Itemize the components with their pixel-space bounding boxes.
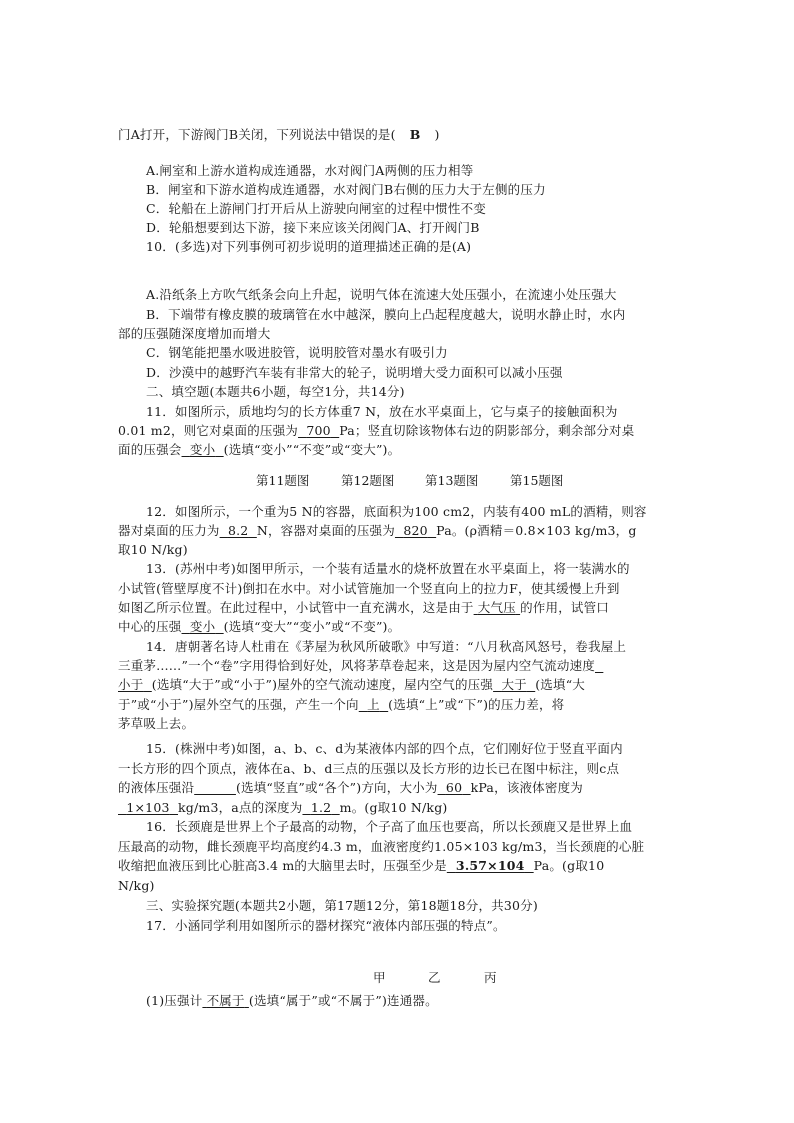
q12-line1: 12．如图所示，一个重为5 N的容器，底面积为100 cm2，内装有400 mL的酒精，则容 [146, 504, 647, 519]
q10-option-c: C．钢笔能把墨水吸进胶管，说明胶管对墨水有吸引力 [146, 345, 448, 360]
q14-line2: 三重茅……”一个“卷”字用得恰到好处，风将茅草卷起来，这是因为屋内空气流动速度 [118, 658, 595, 673]
q11-line3: 面的压强会 变小 (选填“变小”“不变”或“变大”)。 [118, 442, 401, 457]
q15-answer-2: 60 [445, 780, 463, 795]
q16-line3: 收缩把血液压到比心脏高3.4 m的大脑里去时，压强至少是 3.57×104 Pa。(g取10 [118, 858, 605, 873]
q14-line1: 14．唐朝著名诗人杜甫在《茅屋为秋风所破歌》中写道：“八月秋高风怒号，卷我屋上 [146, 639, 627, 654]
q10-stem: 10．(多选)对下列事例可初步说明的道理描述正确的是(A) [146, 239, 472, 254]
figure-caption-12: 第12题图 [341, 473, 395, 488]
section-2-heading: 二、填空题(本题共6小题，每空1分，共14分) [146, 384, 405, 399]
q9-option-c: C．轮船在上游闸门打开后从上游驶向闸室的过程中惯性不变 [146, 201, 486, 216]
q9-option-d: D．轮船想要到达下游，接下来应该关闭阀门A、打开阀门B [146, 220, 480, 235]
q10-option-b-line2: 部的压强随深度增加而增大 [118, 326, 271, 341]
q9-option-b: B．闸室和下游水道构成连通器，水对阀门B右侧的压力大于左侧的压力 [146, 182, 546, 197]
q12-line3: 取10 N/kg) [118, 542, 188, 557]
figure-caption-jia: 甲 [373, 970, 386, 985]
q9-stem: 门A打开，下游阀门B关闭，下列说法中错误的是( B ) [118, 127, 440, 142]
q15-line2: 一长方形的四个顶点，液体在a、b、d三点的压强以及长方形的边长已在图中标注，则c点 [118, 761, 620, 776]
q11-answer-1: 700 [306, 423, 331, 438]
q16-line1: 16．长颈鹿是世界上个子最高的动物，个子高了血压也要高，所以长颈鹿又是世界上血 [146, 819, 633, 834]
section-3-heading: 三、实验探究题(本题共2小题，第17题12分，第18题18分，共30分) [146, 898, 538, 913]
q9-answer: B [409, 127, 421, 142]
q14-line3: 小于 (选填“大于”或“小于”)屋外的空气流动速度，屋内空气的压强 大于 (选填“大 [118, 677, 585, 692]
q12-line2: 器对桌面的压力为 8.2 N，容器对桌面的压强为 820 Pa。(ρ酒精＝0.8×103 kg/m3，g [118, 523, 637, 538]
q10-option-d: D．沙漠中的越野汽车装有非常大的轮子，说明增大受力面积可以减小压强 [146, 365, 563, 380]
q15-answer-3: 1×103 [126, 800, 170, 815]
q9-option-a: A.闸室和上游水道构成连通器，水对阀门A两侧的压力相等 [146, 163, 474, 178]
q15-line1: 15．(株洲中考)如图，a、b、c、d为某液体内部的四个点，它们刚好位于竖直平面内 [146, 741, 623, 756]
q12-answer-2: 820 [403, 523, 428, 538]
q12-answer-1: 8.2 [227, 523, 249, 538]
q10-option-b-line1: B．下端带有橡皮膜的玻璃管在水中越深，膜向上凸起程度越大，说明水静止时，水内 [146, 307, 626, 322]
q13-line3: 如图乙所示位置。在此过程中，小试管中一直充满水，这是由于 大气压 的作用，试管口 [118, 600, 609, 615]
q16-line2: 压最高的动物，雌长颈鹿平均高度约4.3 m，血液密度约1.05×103 kg/m3，当长颈鹿的心脏 [118, 839, 645, 854]
q11-line2: 0.01 m2，则它对桌面的压强为 700 Pa；竖直切除该物体右边的阴影部分，剩余部分对桌 [118, 423, 635, 438]
q14-answer-3: 上 [367, 697, 380, 712]
q14-answer-1: 小于 [118, 677, 144, 692]
q13-line1: 13．(苏州中考)如图甲所示，一个装有适量水的烧杯放置在水平桌面上，将一装满水的 [146, 561, 630, 576]
q11-answer-2: 变小 [189, 442, 216, 457]
figure-caption-11: 第11题图 [256, 473, 310, 488]
q15-blank-1 [194, 780, 236, 795]
q13-answer-1: 大气压 [477, 600, 516, 615]
q14-line4: 于”或“小于”)屋外空气的压强，产生一个向 上 (选填“上”或“下”)的压力差，将 [118, 697, 565, 712]
q14-line5: 茅草吸上去。 [118, 716, 195, 731]
figure-caption-bing: 丙 [484, 970, 497, 985]
q14-answer-2: 大于 [501, 677, 527, 692]
q13-answer-2: 变小 [189, 619, 216, 634]
q16-line4: N/kg) [118, 878, 155, 893]
q17-stem: 17．小涵同学利用如图所示的器材探究“液体内部压强的特点”。 [146, 918, 506, 933]
q17-answer-1: 不属于 [206, 993, 245, 1008]
q15-line4: 1×103 kg/m3，a点的深度为 1.2 m。(g取10 N/kg) [118, 799, 688, 817]
figure-caption-15: 第15题图 [510, 473, 564, 488]
figure-caption-yi: 乙 [428, 970, 441, 985]
q15-line3: 的液体压强沿 (选填“竖直”或“各个”)方向，大小为 60 kPa，该液体密度为 [118, 780, 583, 795]
figure-caption-13: 第13题图 [425, 473, 479, 488]
q13-line4: 中心的压强 变小 (选填“变大”“变小”或“不变”)。 [118, 619, 401, 634]
q13-line2: 小试管(管壁厚度不计)倒扣在水中。对小试管施加一个竖直向上的拉力F，使其缓慢上升到 [118, 581, 620, 596]
q16-answer: 3.57×104 [455, 858, 525, 873]
q11-line1: 11．如图所示，质地均匀的长方体重7 N，放在水平桌面上，它与桌子的接触面积为 [146, 404, 618, 419]
q10-option-a: A.沿纸条上方吹气纸条会向上升起，说明气体在流速大处压强小，在流速小处压强大 [146, 287, 617, 302]
q15-answer-4: 1.2 [310, 800, 332, 815]
q17-part1: (1)压强计 不属于 (选填“属于”或“不属于”)连通器。 [146, 993, 438, 1008]
